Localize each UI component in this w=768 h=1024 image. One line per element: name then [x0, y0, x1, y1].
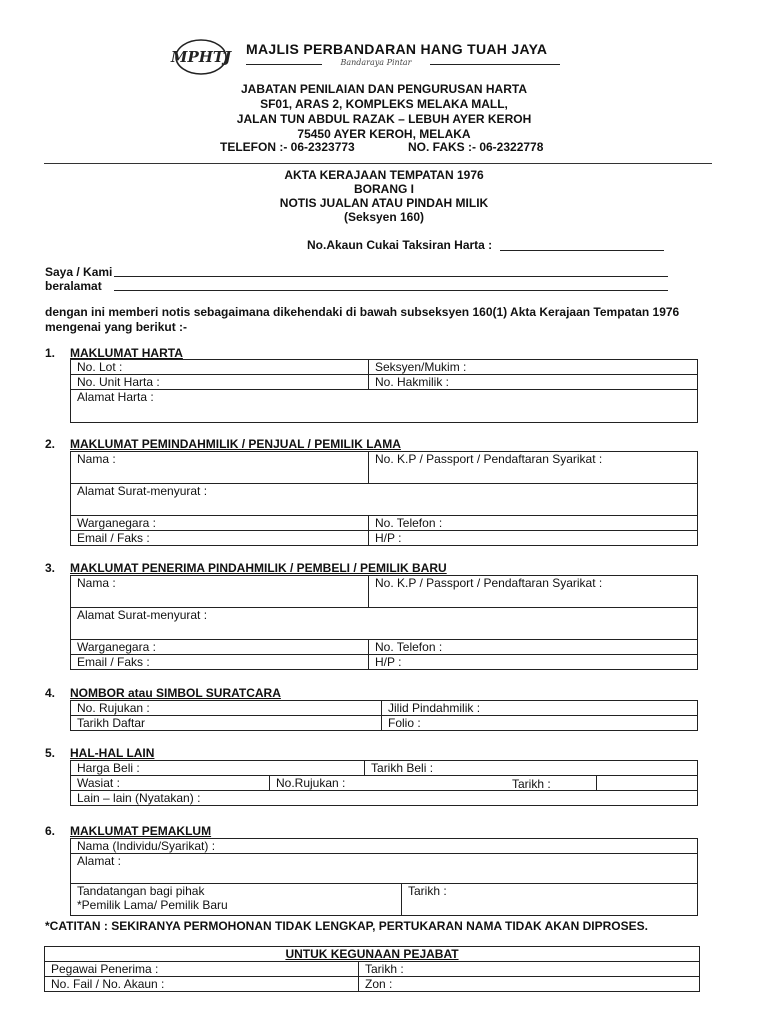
owner-type-label: *Pemilik Lama/ Pemilik Baru [77, 898, 228, 912]
section-reference: (Seksyen 160) [343, 210, 425, 224]
applicant-address-label: beralamat [45, 279, 102, 293]
section-5-number: 5. [45, 746, 56, 760]
office-use-table [44, 946, 700, 992]
address-line-2: SF01, ARAS 2, KOMPLEKS MELAKA MALL, [260, 97, 508, 111]
informant-table [70, 838, 698, 916]
section-5-title: HAL-HAL LAIN [70, 746, 155, 760]
seller-info-table [70, 451, 698, 546]
will-reference-field[interactable]: No.Rujukan : [270, 776, 597, 791]
applicant-name-input[interactable] [114, 276, 668, 277]
transfer-volume-field[interactable]: Jilid Pindahmilik : [382, 701, 698, 716]
applicant-name-label: Saya / Kami [45, 265, 113, 279]
account-label: No.Akaun Cukai Taksiran Harta : [307, 238, 493, 252]
logo-text: MPHTJ [170, 48, 232, 66]
registration-date-field[interactable]: Tarikh Daftar [71, 716, 382, 731]
section-1-title: MAKLUMAT HARTA [70, 346, 183, 360]
section-4-title: NOMBOR atau SIMBOL SURATCARA [70, 686, 281, 700]
folio-field[interactable]: Folio : [382, 716, 698, 731]
instrument-reference-field[interactable]: No. Rujukan : [71, 701, 382, 716]
receiving-officer-field[interactable]: Pegawai Penerima : [45, 962, 359, 977]
council-logo [170, 38, 232, 76]
address-line-3: JALAN TUN ABDUL RAZAK – LEBUH AYER KEROH [236, 112, 532, 126]
lot-field[interactable]: No. Lot : [71, 360, 369, 375]
purchase-date-field[interactable]: Tarikh Beli : [365, 761, 698, 776]
buyer-name-field[interactable]: Nama : [71, 576, 369, 608]
account-input[interactable] [500, 250, 664, 251]
will-date-label: Tarikh : [512, 777, 551, 791]
seller-citizenship-field[interactable]: Warganegara : [71, 516, 369, 531]
seller-mobile-field[interactable]: H/P : [369, 531, 698, 546]
buyer-email-field[interactable]: Email / Faks : [71, 655, 369, 670]
seller-name-field[interactable]: Nama : [71, 452, 369, 484]
slogan-rule [246, 58, 566, 70]
fax: NO. FAKS :- 06-2322778 [408, 140, 544, 154]
seller-email-field[interactable]: Email / Faks : [71, 531, 369, 546]
purchase-price-field[interactable]: Harga Beli : [71, 761, 365, 776]
form-number: BORANG I [354, 182, 414, 196]
title-number-field[interactable]: No. Hakmilik : [369, 375, 698, 390]
intro-line-2: mengenai yang berikut :- [45, 320, 188, 334]
informant-name-field[interactable]: Nama (Individu/Syarikat) : [71, 839, 698, 854]
informant-address-field[interactable]: Alamat : [71, 854, 698, 884]
property-info-table [70, 359, 698, 423]
informant-date-field[interactable]: Tarikh : [402, 884, 698, 916]
address-line-4: 75450 AYER KEROH, MELAKA [297, 127, 471, 141]
council-name: MAJLIS PERBANDARAN HANG TUAH JAYA [246, 41, 548, 57]
section-1-number: 1. [45, 346, 56, 360]
office-use-title: UNTUK KEGUNAAN PEJABAT [45, 947, 700, 962]
section-6-number: 6. [45, 824, 56, 838]
buyer-citizenship-field[interactable]: Warganegara : [71, 640, 369, 655]
instrument-table [70, 700, 698, 731]
property-address-field[interactable]: Alamat Harta : [71, 390, 698, 423]
seller-phone-field[interactable]: No. Telefon : [369, 516, 698, 531]
other-matters-table [70, 760, 698, 806]
unit-field[interactable]: No. Unit Harta : [71, 375, 369, 390]
mukim-field[interactable]: Seksyen/Mukim : [369, 360, 698, 375]
buyer-id-field[interactable]: No. K.P / Passport / Pendaftaran Syarikat : [369, 576, 698, 608]
seller-address-field[interactable]: Alamat Surat-menyurat : [71, 484, 698, 516]
zone-field[interactable]: Zon : [359, 977, 700, 992]
section-3-number: 3. [45, 561, 56, 575]
section-3-title: MAKLUMAT PENERIMA PINDAHMILIK / PEMBELI / PEMILIK BARU [70, 561, 447, 575]
buyer-mobile-field[interactable]: H/P : [369, 655, 698, 670]
notice-title: NOTIS JUALAN ATAU PINDAH MILIK [279, 196, 489, 210]
signature-label: Tandatangan bagi pihak [77, 884, 205, 898]
will-field[interactable]: Wasiat : [71, 776, 270, 791]
intro-line-1: dengan ini memberi notis sebagaimana dikehendaki di bawah subseksyen 160(1) Akta Kerajaan Tempatan 1976 [45, 305, 680, 319]
section-2-number: 2. [45, 437, 56, 451]
section-6-title: MAKLUMAT PEMAKLUM [70, 824, 212, 838]
section-4-number: 4. [45, 686, 56, 700]
address-line-1: JABATAN PENILAIAN DAN PENGURUSAN HARTA [240, 82, 527, 96]
will-date-field[interactable] [597, 776, 698, 791]
seller-id-field[interactable]: No. K.P / Passport / Pendaftaran Syarikat : [369, 452, 698, 484]
buyer-phone-field[interactable]: No. Telefon : [369, 640, 698, 655]
slogan-text: Bandaraya Pintar [340, 58, 412, 67]
buyer-address-field[interactable]: Alamat Surat-menyurat : [71, 608, 698, 640]
others-field[interactable]: Lain – lain (Nyatakan) : [71, 791, 698, 806]
applicant-address-input[interactable] [114, 290, 668, 291]
telephone: TELEFON :- 06-2323773 [220, 140, 355, 154]
caution-note: *CATITAN : SEKIRANYA PERMOHONAN TIDAK LENGKAP, PERTUKARAN NAMA TIDAK AKAN DIPROSES. [45, 919, 648, 933]
file-account-field[interactable]: No. Fail / No. Akaun : [45, 977, 359, 992]
header-divider [44, 163, 712, 164]
signature-field[interactable] [71, 884, 402, 916]
office-date-field[interactable]: Tarikh : [359, 962, 700, 977]
section-2-title: MAKLUMAT PEMINDAHMILIK / PENJUAL / PEMILIK LAMA [70, 437, 401, 451]
act-title: AKTA KERAJAAN TEMPATAN 1976 [284, 168, 484, 182]
buyer-info-table [70, 575, 698, 670]
